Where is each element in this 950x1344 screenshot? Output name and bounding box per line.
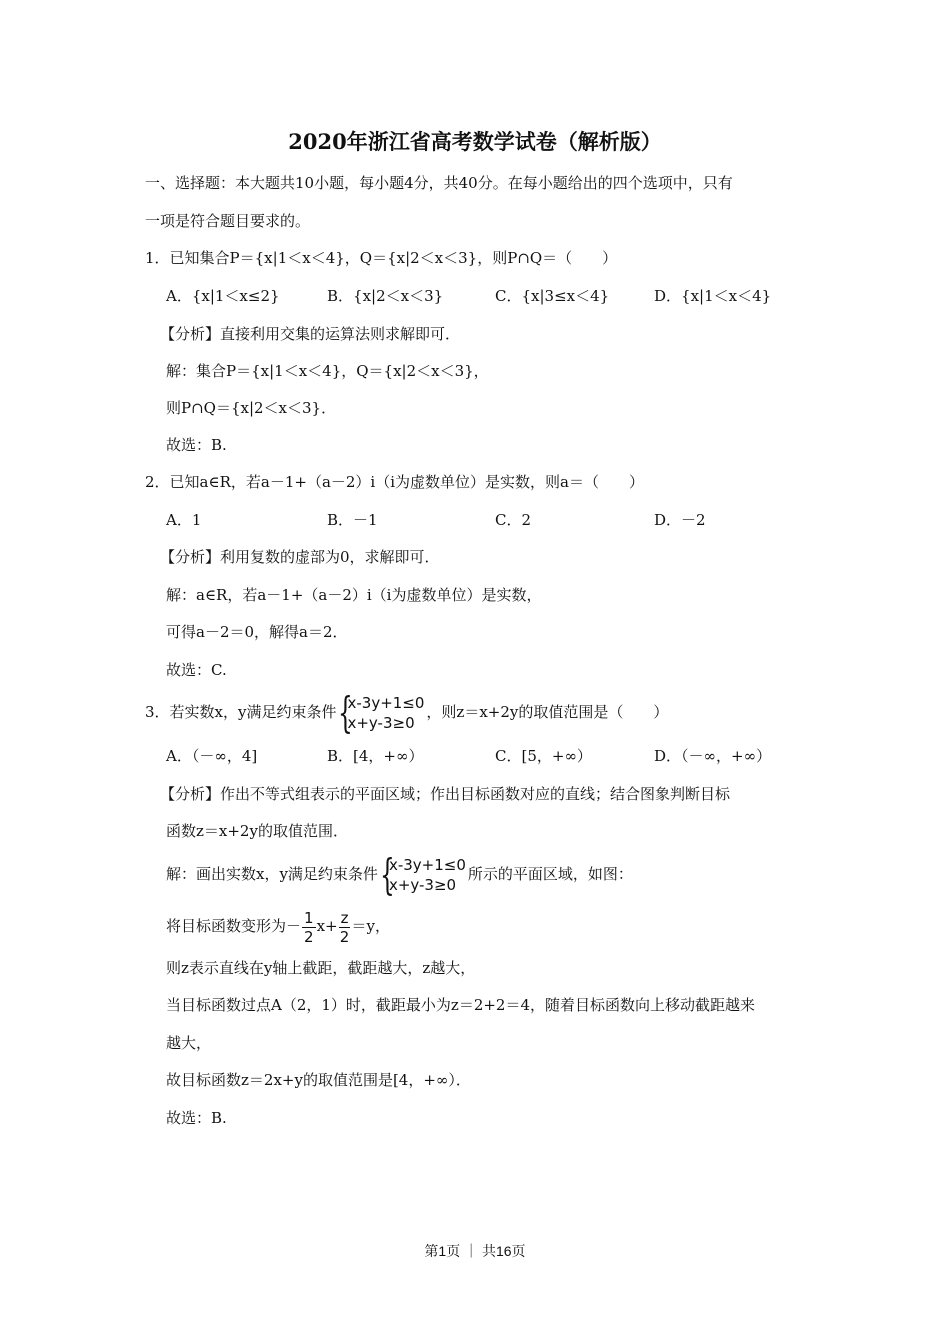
q2-option-c: C．2: [495, 511, 532, 529]
left-brace-icon: {: [379, 850, 395, 899]
q3-solution-suffix: 所示的平面区域，如图：: [467, 865, 633, 883]
fraction-denominator: 2: [304, 927, 314, 946]
q3-constraint-system: [338, 688, 425, 737]
fraction-numerator: 1: [304, 908, 314, 927]
q1-stem: 1．已知集合P＝{x|1＜x＜4}，Q＝{x|2＜x＜3}，则P∩Q＝（ ）: [145, 249, 618, 267]
q2-answer: 故选：C.: [166, 661, 227, 679]
fraction-denominator: 2: [339, 927, 350, 946]
q3-stem: [145, 688, 669, 737]
fraction-numerator: z: [340, 908, 349, 927]
q3-constraint-2: x+y-3≥0: [347, 714, 415, 732]
q3-answer: 故选：B.: [166, 1109, 227, 1127]
q3-transform-prefix: 将目标函数变形为－: [166, 917, 302, 935]
q2-solution-line2: 可得a－2＝0，解得a＝2．: [166, 623, 348, 641]
fraction-z-half: [339, 909, 351, 946]
q3-solution-prefix: 解：画出实数x，y满足约束条件: [166, 865, 378, 883]
q3-option-a: A．（－∞，4]: [166, 747, 258, 765]
page-title: 2020年浙江省高考数学试卷（解析版）: [288, 129, 662, 154]
q2-analysis: 【分析】利用复数的虚部为0，求解即可．: [160, 548, 440, 566]
q1-solution-line2: 则P∩Q＝{x|2＜x＜3}．: [166, 399, 337, 417]
q2-option-b: B．－1: [327, 511, 378, 529]
q1-analysis: 【分析】直接利用交集的运算法则求解即可．: [160, 325, 461, 343]
q3-solution-constraint-2: x+y-3≥0: [388, 876, 457, 894]
q3-analysis-line2: 函数z＝x+2y的取值范围．: [166, 822, 348, 840]
q1-option-d: D．{x|1＜x＜4}: [654, 287, 772, 305]
q3-solution-line1: [166, 850, 633, 899]
q3-solution-range: 故目标函数z＝2x+y的取值范围是[4，+∞）．: [166, 1071, 471, 1089]
q1-option-a: A．{x|1＜x≤2}: [166, 287, 280, 305]
q1-answer: 故选：B.: [166, 436, 227, 454]
q1-solution-line1: 解：集合P＝{x|1＜x＜4}，Q＝{x|2＜x＜3}，: [166, 362, 489, 380]
section-heading-line2: 一项是符合题目要求的。: [145, 212, 311, 230]
q3-transform-line: [166, 906, 390, 946]
left-brace-icon: {: [338, 688, 354, 737]
fraction-one-half: [302, 909, 316, 946]
q3-transform-suffix: ＝y，: [351, 917, 390, 935]
q3-stem-prefix: 3．若实数x，y满足约束条件: [145, 703, 337, 721]
q1-option-b: B．{x|2＜x＜3}: [327, 287, 444, 305]
q2-stem: 2．已知a∈R，若a－1+（a－2）i（i为虚数单位）是实数，则a＝（ ）: [145, 473, 644, 491]
q3-solution-line-a2: 越大，: [166, 1034, 212, 1052]
q3-solution-line-a1: 当目标函数过点A（2，1）时，截距最小为z＝2+2＝4，随着目标函数向上移动截距越来: [166, 996, 756, 1014]
section-heading-line1: 一、选择题：本大题共10小题，每小题4分，共40分。在每小题给出的四个选项中，只有: [145, 174, 733, 192]
q3-stem-suffix: ，则z＝x+2y的取值范围是（ ）: [426, 703, 669, 721]
q3-solution-constraint-1: x-3y+1≤0: [388, 856, 466, 874]
q2-solution-line1: 解：a∈R，若a－1+（a－2）i（i为虚数单位）是实数，: [166, 586, 542, 604]
q3-solution-constraint-system: [379, 850, 466, 899]
page-footer: 第1页 ｜ 共16页: [424, 1243, 526, 1259]
q3-option-d: D．（－∞，+∞）: [654, 747, 772, 765]
q3-transform-middle: x+: [316, 917, 338, 935]
q3-solution-line-z: 则z表示直线在y轴上截距，截距越大，z越大，: [166, 959, 476, 977]
q2-option-a: A．1: [166, 511, 202, 529]
q2-option-d: D．－2: [654, 511, 706, 529]
q3-option-b: B．[4，+∞）: [327, 747, 424, 765]
q3-analysis-line1: 【分析】作出不等式组表示的平面区域；作出目标函数对应的直线；结合图象判断目标: [160, 785, 731, 803]
q1-option-c: C．{x|3≤x＜4}: [495, 287, 610, 305]
q3-constraint-1: x-3y+1≤0: [347, 694, 425, 712]
q3-option-c: C．[5，+∞）: [495, 747, 592, 765]
